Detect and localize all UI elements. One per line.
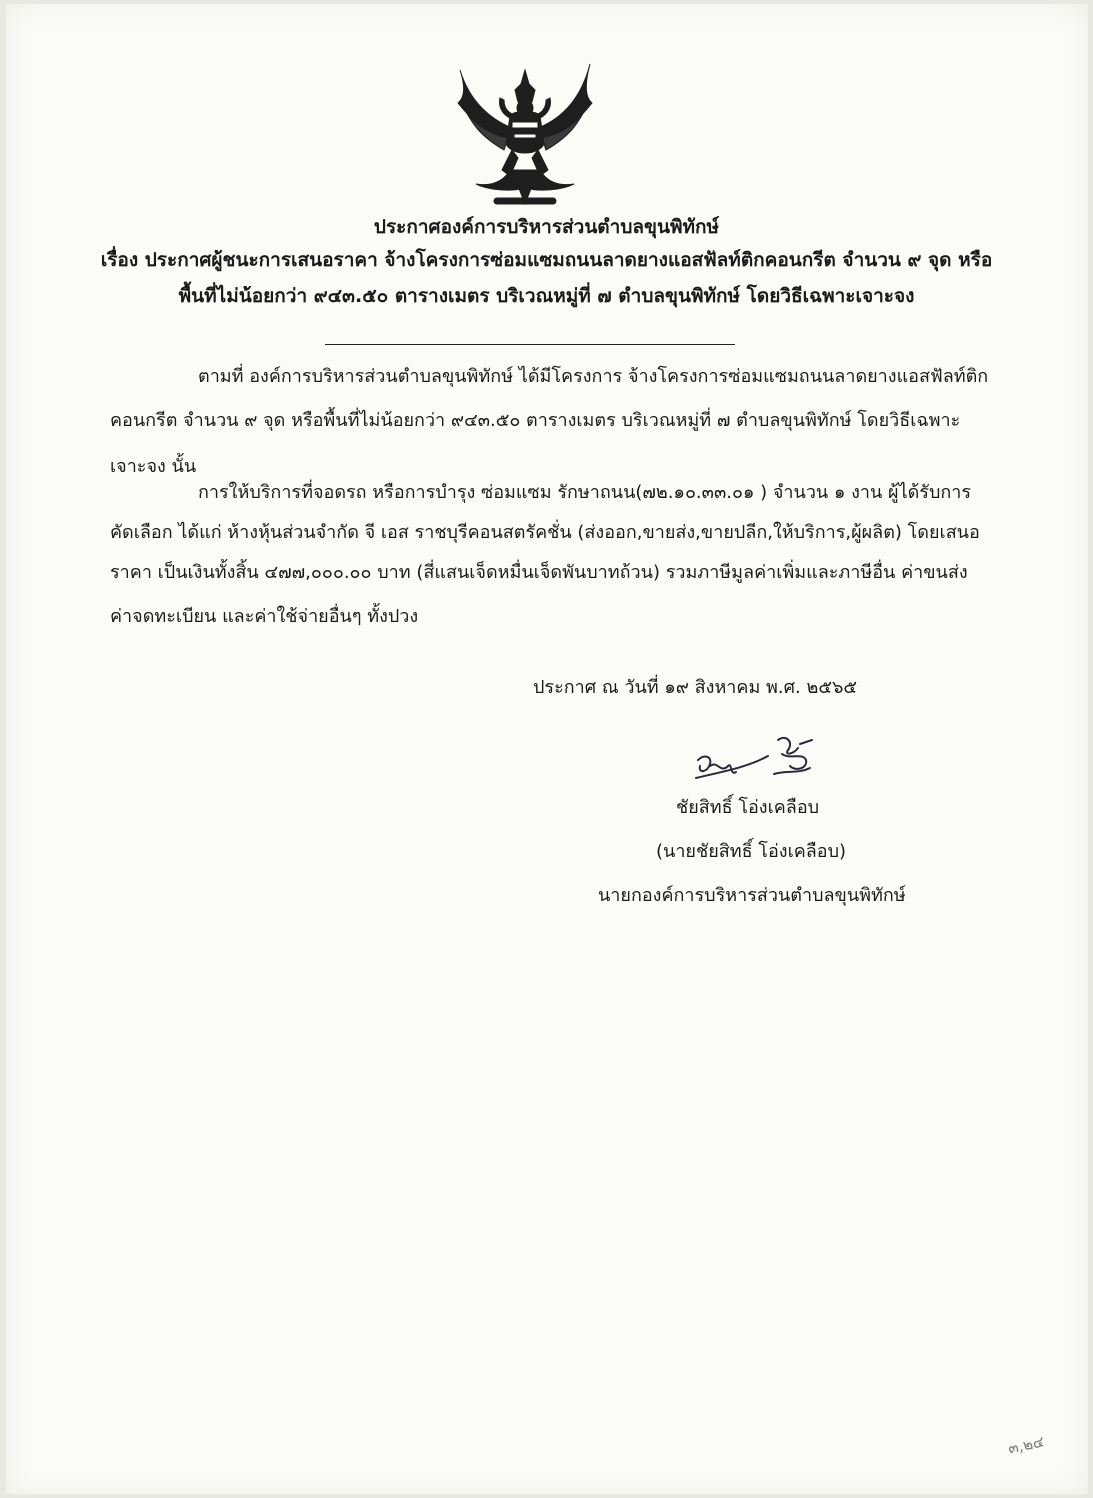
announcement-date: ประกาศ ณ วันที่ ๑๙ สิงหาคม พ.ศ. ๒๕๖๕ [533,677,858,698]
paragraph-2-line: การให้บริการที่จอดรถ หรือการบำรุง ซ่อมแซม รักษาถนน(๗๒.๑๐.๓๓.๐๑ ) จำนวน ๑ งาน ผู้ได้รับการ [198,482,972,503]
subject-line-2: พื้นที่ไม่น้อยกว่า ๙๔๓.๕๐ ตารางเมตร บริเวณหมู่ที่ ๗ ตำบลขุนพิทักษ์ โดยวิธีเฉพาะเจาะจง [178,285,915,307]
paragraph-1-line: คอนกรีต จำนวน ๙ จุด หรือพื้นที่ไม่น้อยกว่า ๙๔๓.๕๐ ตารางเมตร บริเวณหมู่ที่ ๗ ตำบลขุนพิทักษ์ โดยวิธีเฉพาะ [110,410,961,431]
subject-line-1: เรื่อง ประกาศผู้ชนะการเสนอราคา จ้างโครงการซ่อมแซมถนนลาดยางแอสฟัลท์ติกคอนกรีต จำนวน ๙ จุด หรือ [100,249,993,271]
paragraph-1-line: ตามที่ องค์การบริหารส่วนตำบลขุนพิทักษ์ ได้มีโครงการ จ้างโครงการซ่อมแซมถนนลาดยางแอสฟัลท์ติก [198,366,989,387]
title-divider [325,344,735,345]
paragraph-2-line: ค่าจดทะเบียน และค่าใช้จ่ายอื่นๆ ทั้งปวง [110,606,419,627]
signed-name: ชัยสิทธิ์ โอ่งเคลือบ [676,797,820,818]
signer-position: นายกองค์การบริหารส่วนตำบลขุนพิทักษ์ [598,885,906,906]
paragraph-1-line: เจาะจง นั้น [110,456,197,477]
printed-name: (นายชัยสิทธิ์ โอ่งเคลือบ) [656,841,847,862]
page-title: ประกาศองค์การบริหารส่วนตำบลขุนพิทักษ์ [373,216,720,238]
handwritten-signature [690,730,825,792]
garuda-emblem-icon [452,58,598,216]
paragraph-2-line: ราคา เป็นเงินทั้งสิ้น ๔๗๗,๐๐๐.๐๐ บาท (สี่แสนเจ็ดหมื่นเจ็ดพันบาทถ้วน) รวมภาษีมูลค่าเพิ่มและภาษีอื่น ค่าขนส่ง [110,562,968,583]
page-mark: ๓,๒๔ [1006,1432,1046,1458]
paragraph-2-line: คัดเลือก ได้แก่ ห้างหุ้นส่วนจำกัด จี เอส ราชบุรีคอนสตรัคชั่น (ส่งออก,ขายส่ง,ขายปลีก,ให้บริการ,ผู้ผลิต) โดยเสนอ [110,522,980,543]
